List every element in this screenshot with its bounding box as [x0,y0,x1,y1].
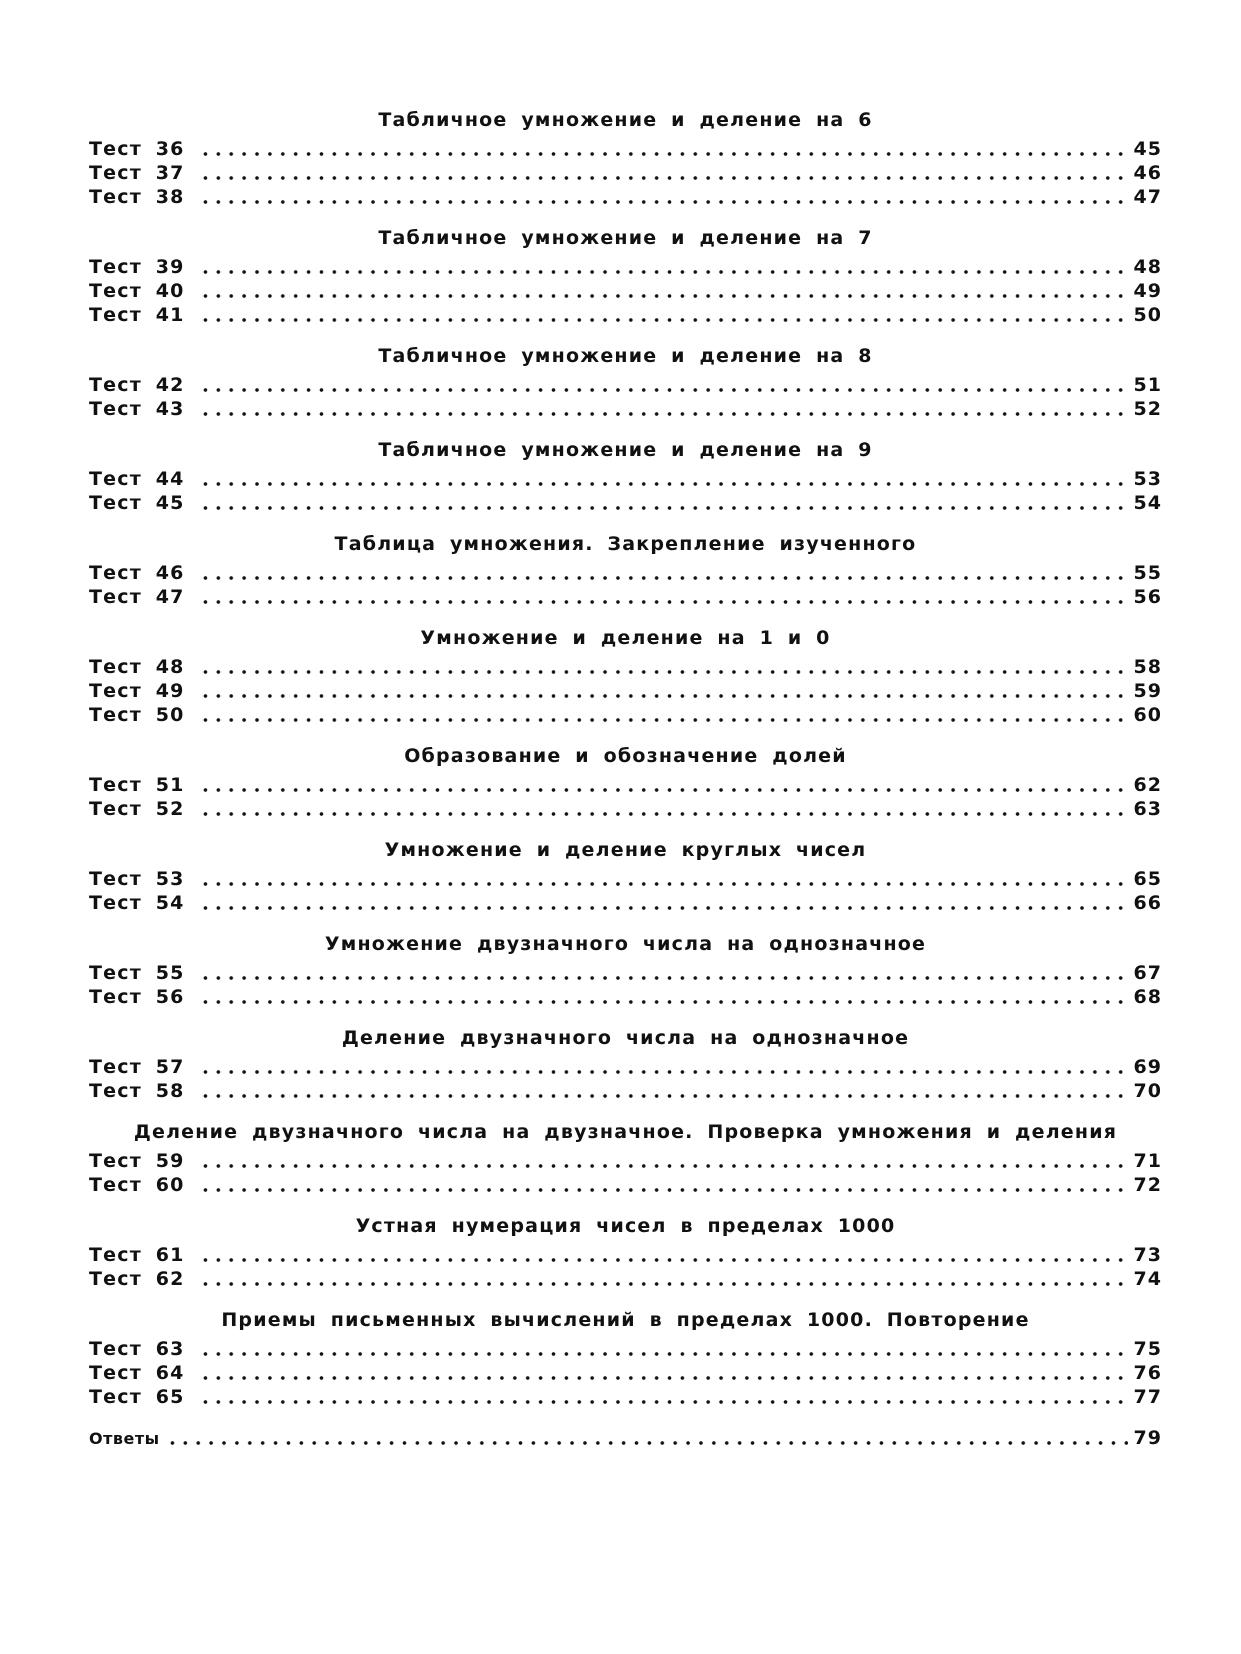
section-title: Деление двузначного числа на однозначное [341,1027,910,1049]
section-entries [89,961,1162,1009]
entry-label: Тест 41 [89,304,185,326]
entry-label: Тест 59 [89,1150,185,1172]
entry-label: Тест 46 [89,562,185,584]
entry-page-number: 75 [1133,1338,1162,1360]
toc-entry[interactable] [89,1267,1162,1291]
entry-page-number: 59 [1133,680,1162,702]
toc-entry[interactable] [89,137,1162,161]
toc-section [89,532,1162,609]
section-title: Устная нумерация чисел в пределах 1000 [355,1215,896,1237]
entry-label: Тест 58 [89,1080,185,1102]
entry-page-number: 51 [1133,374,1162,396]
entry-page-number: 77 [1133,1386,1162,1408]
dot-leader [199,270,1128,274]
toc-section [89,744,1162,821]
toc-entry-answers[interactable] [89,1426,1162,1450]
toc-entry[interactable] [89,867,1162,891]
toc-section [89,108,1162,209]
entry-page-number: 65 [1133,868,1162,890]
entry-label: Тест 62 [89,1268,185,1290]
toc-entry[interactable] [89,255,1162,279]
toc-entry[interactable] [89,373,1162,397]
dot-leader [199,318,1128,322]
section-entries [89,373,1162,421]
dot-leader [199,718,1128,722]
section-title: Табличное умножение и деление на 8 [378,345,873,367]
toc-entry[interactable] [89,703,1162,727]
entry-page-number: 49 [1133,280,1162,302]
entry-label: Тест 65 [89,1386,185,1408]
entry-label: Тест 50 [89,704,185,726]
dot-leader [199,388,1128,392]
entry-label: Тест 56 [89,986,185,1008]
dot-leader [199,1094,1128,1098]
section-entries [89,1055,1162,1103]
entry-label: Тест 37 [89,162,185,184]
dot-leader [199,600,1128,604]
toc-section [89,344,1162,421]
entry-page-number: 46 [1133,162,1162,184]
entry-page-number: 50 [1133,304,1162,326]
section-title: Табличное умножение и деление на 9 [378,439,873,461]
toc-entry[interactable] [89,1149,1162,1173]
section-entries [89,467,1162,515]
section-title: Таблица умножения. Закрепление изученного [334,533,917,555]
toc-entry[interactable] [89,1173,1162,1197]
section-entries [89,255,1162,327]
toc-section [89,226,1162,327]
section-title: Деление двузначного числа на двузначное. Проверка умножения и деления [133,1121,1118,1143]
entry-page-number: 63 [1133,798,1162,820]
dot-leader [199,1000,1128,1004]
dot-leader [199,1400,1128,1404]
section-title: Табличное умножение и деление на 6 [378,109,873,131]
section-entries [89,1337,1162,1409]
entry-page-number: 56 [1133,586,1162,608]
entry-label: Тест 36 [89,138,185,160]
section-entries [89,655,1162,727]
entry-page-number: 72 [1133,1174,1162,1196]
toc-entry[interactable] [89,1055,1162,1079]
toc-section [89,438,1162,515]
section-title: Умножение и деление круглых чисел [384,839,867,861]
toc-entry[interactable] [89,397,1162,421]
toc-entry[interactable] [89,1243,1162,1267]
dot-leader [199,1188,1128,1192]
dot-leader [199,200,1128,204]
entry-label: Тест 64 [89,1362,185,1384]
dot-leader [199,1376,1128,1380]
toc-entry[interactable] [89,561,1162,585]
dot-leader [199,788,1128,792]
dot-leader [199,294,1128,298]
toc-entry[interactable] [89,185,1162,209]
entry-page-number: 76 [1133,1362,1162,1384]
section-title: Умножение и деление на 1 и 0 [420,627,831,649]
toc-entry[interactable] [89,985,1162,1009]
toc-entry[interactable] [89,1361,1162,1385]
section-entries [89,867,1162,915]
entry-label: Тест 54 [89,892,185,914]
section-title: Образование и обозначение долей [404,745,847,767]
section-title: Табличное умножение и деление на 7 [378,227,873,249]
toc-entry[interactable] [89,891,1162,915]
entry-page-number: 53 [1133,468,1162,490]
section-title: Умножение двузначного числа на однозначное [324,933,927,955]
toc-section [89,1026,1162,1103]
entry-label: Тест 38 [89,186,185,208]
dot-leader [199,506,1128,510]
section-entries [89,1149,1162,1197]
dot-leader [166,1441,1128,1445]
toc-entry[interactable] [89,161,1162,185]
toc-entry[interactable] [89,585,1162,609]
toc-entry[interactable] [89,1337,1162,1361]
entry-label: Тест 63 [89,1338,185,1360]
toc-section [89,1120,1162,1197]
entry-page-number: 79 [1133,1427,1162,1449]
entry-label: Тест 39 [89,256,185,278]
dot-leader [199,670,1128,674]
dot-leader [199,1282,1128,1286]
section-title: Приемы письменных вычислений в пределах 1000. Повторение [221,1309,1030,1331]
table-of-contents [89,108,1162,1450]
entry-label: Тест 48 [89,656,185,678]
entry-label: Тест 42 [89,374,185,396]
toc-entry[interactable] [89,797,1162,821]
entry-label: Тест 53 [89,868,185,890]
entry-label: Тест 57 [89,1056,185,1078]
section-entries [89,773,1162,821]
section-entries [89,137,1162,209]
entry-label: Тест 47 [89,586,185,608]
entry-label: Тест 43 [89,398,185,420]
entry-page-number: 67 [1133,962,1162,984]
dot-leader [199,1258,1128,1262]
toc-section [89,1214,1162,1291]
toc-entry[interactable] [89,679,1162,703]
dot-leader [199,976,1128,980]
dot-leader [199,412,1128,416]
entry-page-number: 71 [1133,1150,1162,1172]
dot-leader [199,812,1128,816]
dot-leader [199,694,1128,698]
toc-section [89,626,1162,727]
entry-page-number: 74 [1133,1268,1162,1290]
toc-section [89,932,1162,1009]
entry-label: Тест 51 [89,774,185,796]
entry-page-number: 62 [1133,774,1162,796]
section-entries [89,1243,1162,1291]
toc-entry[interactable] [89,279,1162,303]
entry-page-number: 73 [1133,1244,1162,1266]
entry-page-number: 55 [1133,562,1162,584]
toc-entry[interactable] [89,467,1162,491]
toc-section [89,838,1162,915]
entry-label: Тест 60 [89,1174,185,1196]
dot-leader [199,482,1128,486]
entry-page-number: 60 [1133,704,1162,726]
dot-leader [199,906,1128,910]
entry-page-number: 48 [1133,256,1162,278]
toc-entry[interactable] [89,1079,1162,1103]
dot-leader [199,1164,1128,1168]
entry-label: Тест 52 [89,798,185,820]
dot-leader [199,576,1128,580]
entry-label: Тест 61 [89,1244,185,1266]
entry-label: Тест 44 [89,468,185,490]
entry-page-number: 70 [1133,1080,1162,1102]
toc-entry[interactable] [89,303,1162,327]
entry-page-number: 54 [1133,492,1162,514]
entry-page-number: 66 [1133,892,1162,914]
dot-leader [199,1352,1128,1356]
toc-entry[interactable] [89,655,1162,679]
toc-entry[interactable] [89,961,1162,985]
entry-page-number: 45 [1133,138,1162,160]
dot-leader [199,882,1128,886]
toc-entry[interactable] [89,491,1162,515]
entry-label: Тест 49 [89,680,185,702]
toc-entry[interactable] [89,773,1162,797]
toc-entry[interactable] [89,1385,1162,1409]
entry-label: Тест 45 [89,492,185,514]
entry-page-number: 69 [1133,1056,1162,1078]
entry-page-number: 47 [1133,186,1162,208]
toc-section [89,1308,1162,1409]
entry-label: Тест 55 [89,962,185,984]
section-entries [89,561,1162,609]
entry-label: Ответы [89,1429,160,1448]
entry-page-number: 68 [1133,986,1162,1008]
entry-page-number: 58 [1133,656,1162,678]
entry-page-number: 52 [1133,398,1162,420]
dot-leader [199,1070,1128,1074]
dot-leader [199,176,1128,180]
dot-leader [199,152,1128,156]
entry-label: Тест 40 [89,280,185,302]
